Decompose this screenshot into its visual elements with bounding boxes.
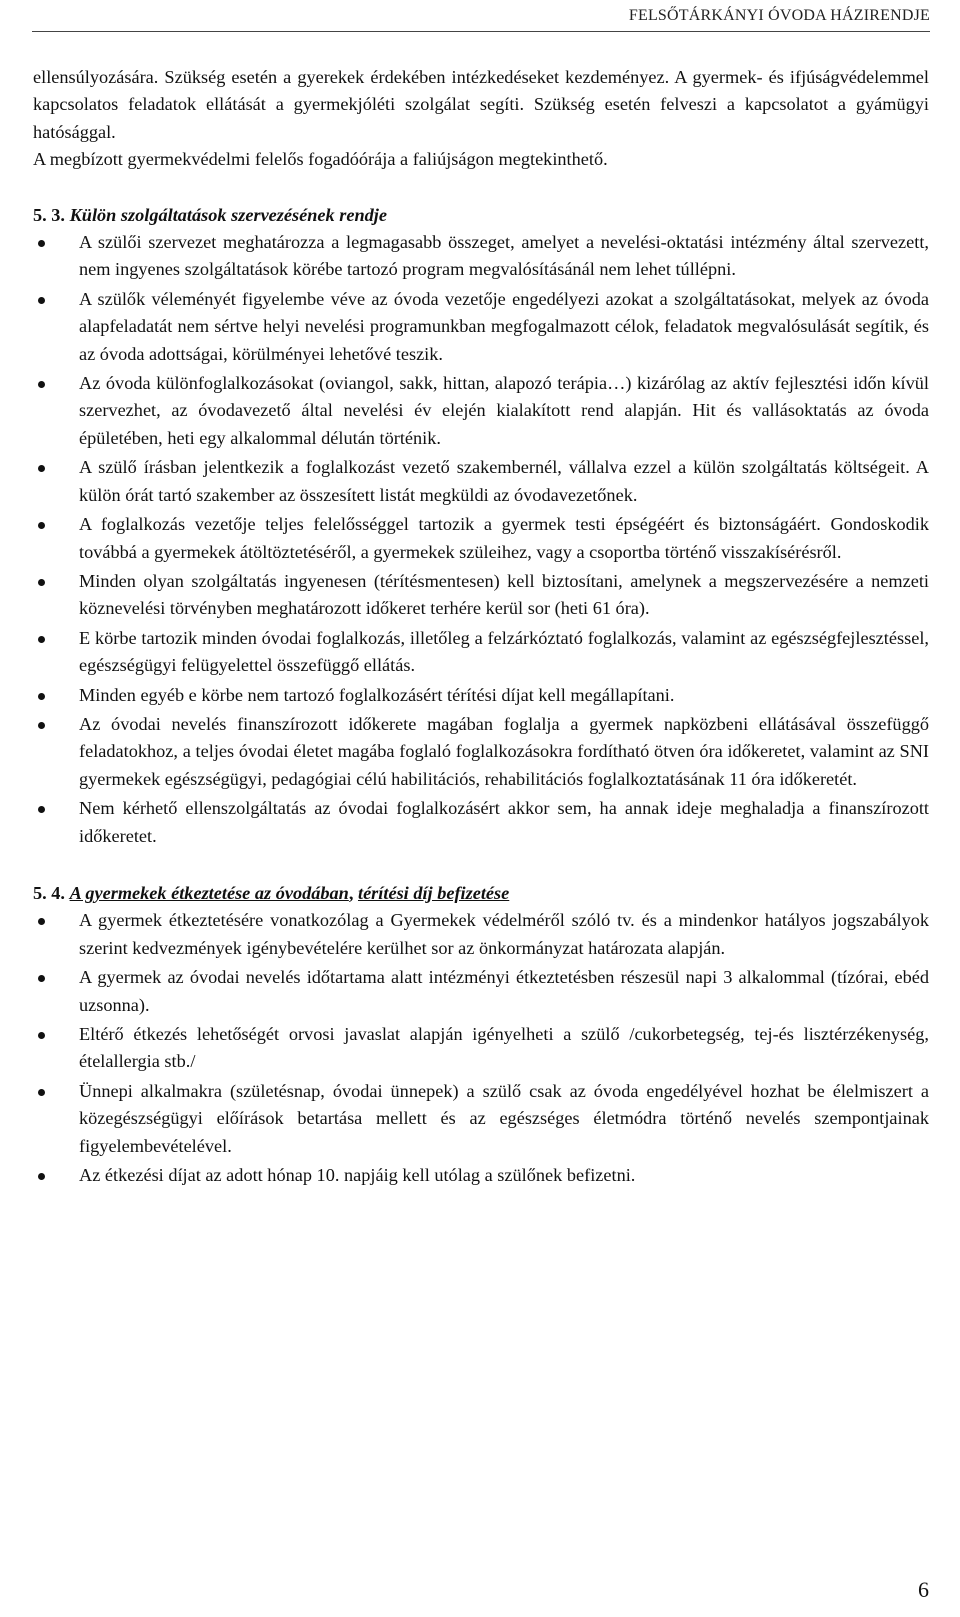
list-item: Az óvoda különfoglalkozásokat (oviangol, sakk, hittan, alapozó terápia…) kizárólag az aktív fejlesztési időn kívül szervezhet, az óvodavezető által nevelési év elején kialakított rend alapján. Hit és vallásoktatás az óvoda épületében, heti egy alkalommal délután történik. (33, 370, 929, 452)
list-item: Az étkezési díjat az adott hónap 10. napjáig kell utólag a szülőnek befizetni. (33, 1162, 929, 1189)
section-heading-5-4 (33, 880, 929, 907)
intro-paragraph (33, 64, 929, 174)
section-5-4-list (33, 907, 929, 1189)
list-item: A gyermek étkeztetésére vonatkozólag a Gyermekek védelméről szóló tv. és a mindenkor hatályos jogszabályok szerint kedvezmények igénybevételére kerülhet sor az önkormányzat határozata alapján. (33, 907, 929, 962)
section-number: 5. 3. (33, 204, 65, 225)
list-item: E körbe tartozik minden óvodai foglalkozás, illetőleg a felzárkóztató foglalkozás, valamint az egészségfejlesztéssel, egészségügyi felügyelettel összefüggő ellátás. (33, 625, 929, 680)
section-title-part2: térítési díj befizetése (357, 882, 510, 903)
list-item: Ünnepi alkalmakra (születésnap, óvodai ünnepek) a szülő csak az óvoda engedélyével hozhat be élelmiszert a közegészségügyi előírások betartása mellett és az egészséges életmódra történő nevelés szempontjainak figyelembevételével. (33, 1078, 929, 1160)
list-item: Minden egyéb e körbe nem tartozó foglalkozásért térítési díjat kell megállapítani. (33, 682, 929, 709)
list-item: A szülő írásban jelentkezik a foglalkozást vezető szakembernél, vállalva ezzel a külön szolgáltatás költségeit. A külön órát tartó szakember az összesített listát megküldi az óvodavezetőnek. (33, 454, 929, 509)
list-item: Az óvodai nevelés finanszírozott időkerete magában foglalja a gyermek napközbeni ellátásával összefüggő feladatokhoz, a teljes óvodai életet magába foglaló foglalkozásokra fordítható ötven óra időkeretet, valamint az SNI gyermekek egészségügyi, pedagógiai célú habilitációs, rehabilitációs foglalkoztatásának 11 óra időkeretét. (33, 711, 929, 793)
list-item: A szülői szervezet meghatározza a legmagasabb összeget, amelyet a nevelési-oktatási intézmény által szervezett, nem ingyenes szolgáltatások körébe tartozó program megvalósításánál nem lehet túllépni. (33, 229, 929, 284)
section-heading-5-3 (33, 202, 929, 229)
section-number: 5. 4. (33, 882, 65, 903)
section-5-3-list (33, 229, 929, 850)
list-item: A szülők véleményét figyelembe véve az óvoda vezetője engedélyezi azokat a szolgáltatásokat, melyek az óvoda alapfeladatát nem sértve helyi nevelési programunkban megfogalmazott célok, feladatok megvalósulását segítik, és az óvoda adottságai, körülményei lehetővé teszik. (33, 286, 929, 368)
list-item: Eltérő étkezés lehetőségét orvosi javaslat alapján igényelheti a szülő /cukorbetegség, tej-és lisztérzékenység, ételallergia stb./ (33, 1021, 929, 1076)
list-item: A foglalkozás vezetője teljes felelősséggel tartozik a gyermek testi épségéért és biztonságáért. Gondoskodik továbbá a gyermekek átöltöztetéséről, a gyermekek szüleihez, vagy a csoportba történő visszakísérésről. (33, 511, 929, 566)
section-title: Külön szolgáltatások szervezésének rendje (69, 204, 387, 225)
section-title-part1: A gyermekek étkeztetése az óvodában (69, 882, 349, 903)
section-title-separator: , (348, 882, 354, 903)
header-rule (32, 31, 930, 32)
page-content (33, 64, 929, 1191)
list-item: Nem kérhető ellenszolgáltatás az óvodai foglalkozásért akkor sem, ha annak ideje meghaladja a finanszírozott időkeretet. (33, 795, 929, 850)
page-number: 6 (918, 1577, 929, 1602)
list-item: A gyermek az óvodai nevelés időtartama alatt intézményi étkeztetésben részesül napi 3 alkalommal (tízórai, ebéd uzsonna). (33, 964, 929, 1019)
intro-text-officer: A megbízott gyermekvédelmi felelős fogadóórája a faliújságon megtekinthető. (33, 149, 608, 170)
running-header: FELSŐTÁRKÁNYI ÓVODA HÁZIRENDJE (628, 7, 930, 24)
list-item: Minden olyan szolgáltatás ingyenesen (térítésmentesen) kell biztosítani, amelynek a megszervezésére a nemzeti köznevelési törvényben meghatározott időkeret terhére kerül sor (heti 61 óra). (33, 568, 929, 623)
intro-text: ellensúlyozására. Szükség esetén a gyerekek érdekében intézkedéseket kezdeményez. A gyermek- és ifjúságvédelemmel kapcsolatos feladatok ellátását a gyermekjóléti szolgálat segíti. Szükség esetén felveszi a kapcsolatot a gyámügyi hatósággal. (33, 67, 929, 142)
